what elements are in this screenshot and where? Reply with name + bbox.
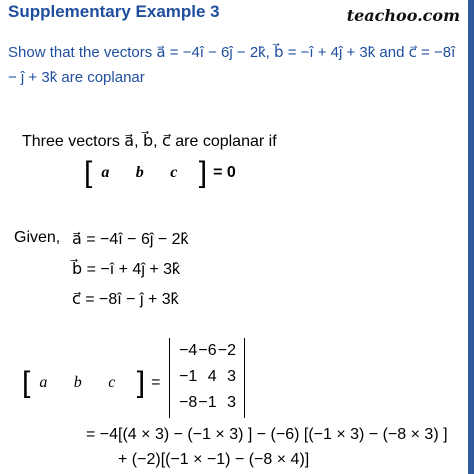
left-bracket: [: [22, 366, 31, 399]
question-line-2: − ĵ + 3k̂ are coplanar: [8, 69, 145, 86]
matrix-cell: −1: [179, 368, 198, 385]
expansion-step-1: = −4[(4 × 3) − (−1 × 3) ] − (−6) [(−1 × 3) − (−8 × 3) ]: [86, 426, 448, 443]
matrix-row: [178, 364, 236, 390]
determinant-lhs: [20, 368, 160, 398]
vector-a: a⃗: [39, 374, 60, 391]
matrix-cell: 3: [227, 368, 236, 385]
vector-c: c⃗: [108, 374, 128, 391]
side-accent-bar: [468, 0, 474, 474]
left-bracket: [: [84, 156, 93, 189]
equals-zero: = 0: [213, 164, 236, 181]
coplanar-condition: Three vectors a⃗, b⃗, c⃗ are coplanar if: [22, 133, 277, 150]
expansion-step-2: + (−2)[(−1 × −1) − (−8 × 4)]: [118, 451, 310, 468]
matrix-cell: −4: [179, 342, 198, 359]
matrix-row: [178, 338, 236, 364]
matrix-cell: −8: [179, 394, 198, 411]
given-vector-c: c⃗ = −8î − ĵ + 3k̂: [72, 291, 179, 308]
given-vector-b: b⃗ = −î + 4ĵ + 3k̂: [72, 261, 180, 278]
matrix-cell: −2: [217, 342, 236, 359]
matrix-cell: 4: [207, 368, 217, 385]
equals-sign: =: [151, 374, 161, 391]
matrix-row: [178, 390, 236, 416]
matrix-cell: 3: [227, 394, 236, 411]
right-bracket: ]: [198, 156, 208, 189]
determinant-matrix: [169, 338, 245, 418]
vector-b: b⃗: [73, 374, 95, 391]
question-line-1: Show that the vectors a⃗ = −4î − 6ĵ − 2k̂, b⃗ = −î + 4ĵ + 3k̂ and c⃗ = −8î: [8, 44, 456, 61]
given-vector-a: a⃗ = −4î − 6ĵ − 2k̂: [72, 231, 189, 248]
right-bracket: ]: [136, 366, 146, 399]
vector-a: a⃗: [101, 164, 122, 181]
vector-b: b⃗: [135, 164, 157, 181]
vector-c: c⃗: [170, 164, 190, 181]
given-label: Given,: [14, 229, 61, 246]
scalar-triple-product: [82, 158, 236, 188]
matrix-cell: −1: [198, 394, 217, 411]
brand-logo: teachoo.com: [346, 6, 460, 25]
page-title: Supplementary Example 3: [8, 2, 220, 21]
matrix-cell: −6: [198, 342, 217, 359]
